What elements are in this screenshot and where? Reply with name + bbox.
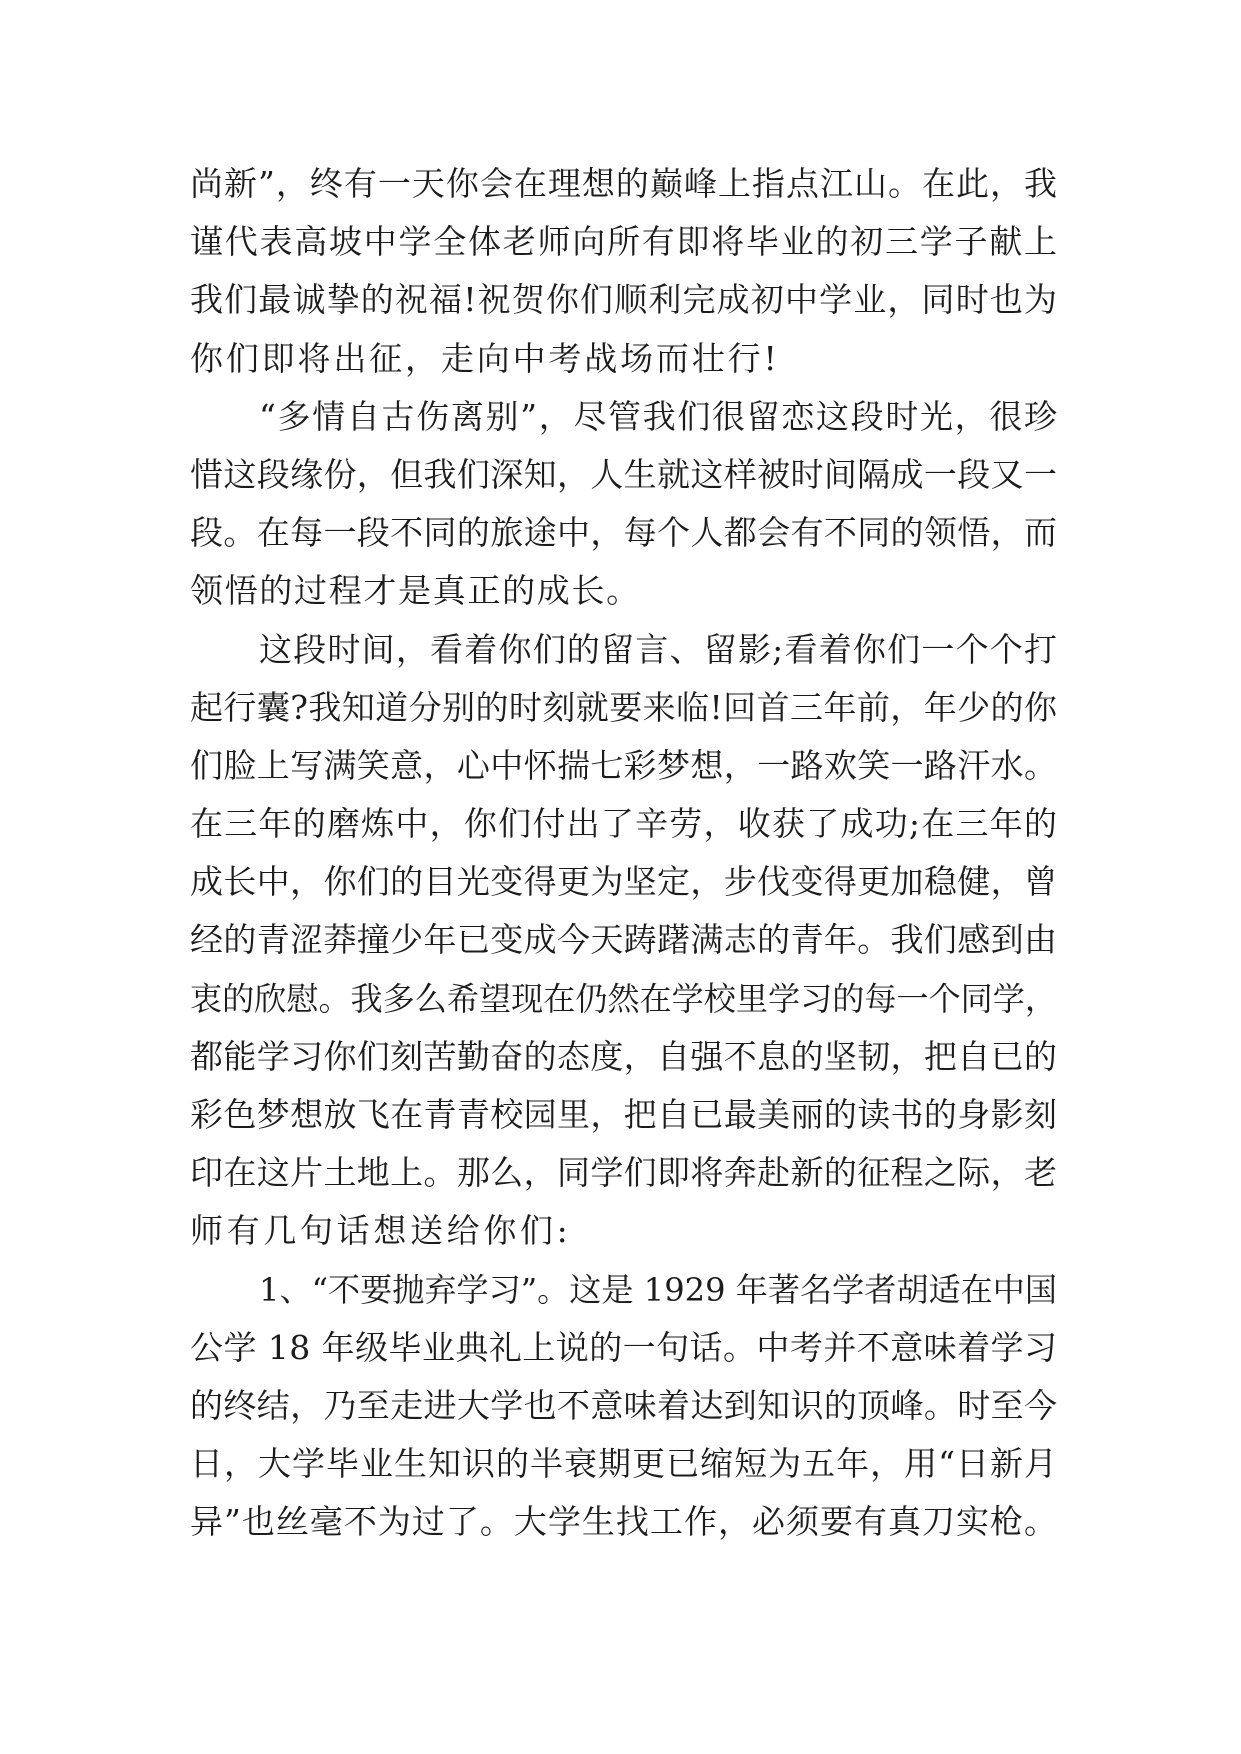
text-line-content: 成长中，你们的目光变得更为坚定，步伐变得更加稳健，曾 <box>190 862 1058 902</box>
text-line-content: 公学 18 年级毕业典礼上说的一句话。中考并不意味着学习 <box>190 1327 1058 1367</box>
text-line-content: 都能学习你们刻苦勤奋的态度，自强不息的坚韧，把自已的 <box>190 1036 1058 1076</box>
text-line <box>190 1086 1057 1144</box>
paragraph <box>190 621 1057 1261</box>
text-line-content: 日，大学毕业生知识的半衰期更已缩短为五年，用“日新月 <box>190 1444 1059 1484</box>
text-line <box>190 271 1057 329</box>
paragraph <box>190 1261 1057 1552</box>
text-line-content: 异”也丝毫不为过了。大学生找工作，必须要有真刀实枪。 <box>190 1502 1059 1542</box>
text-line-content: 你们即将出征，走向中考战场而壮行! <box>190 338 780 378</box>
text-line <box>190 388 1057 446</box>
text-line-content: 起行囊?我知道分别的时刻就要来临!回首三年前，年少的你 <box>190 687 1058 727</box>
text-line-content: 我们最诚挚的祝福!祝贺你们顺利完成初中学业，同时也为 <box>190 280 1059 320</box>
text-line-content: 们脸上写满笑意，心中怀揣七彩梦想，一路欢笑一路汗水。 <box>190 745 1058 785</box>
text-line-content: 在三年的磨炼中，你们付出了辛劳，收获了成功;在三年的 <box>190 804 1059 844</box>
text-line <box>190 155 1057 213</box>
text-line-content: 彩色梦想放飞在青青校园里，把自已最美丽的读书的身影刻 <box>190 1095 1058 1134</box>
text-line <box>190 504 1057 562</box>
text-line <box>190 1435 1057 1493</box>
text-line <box>190 737 1057 795</box>
text-line <box>190 795 1057 853</box>
text-line-content: 经的青涩莽撞少年已变成今天踌躇满志的青年。我们感到由 <box>190 920 1058 960</box>
text-line-content: “多情自古伤离别”，尽管我们很留恋这段时光，很珍 <box>259 396 1059 436</box>
paragraph <box>190 155 1057 388</box>
text-line-content: 惜这段缘份，但我们深知，人生就这样被时间隔成一段又一 <box>190 454 1058 494</box>
text-line-content: 尚新”，终有一天你会在理想的巅峰上指点江山。在此，我 <box>190 164 1059 203</box>
text-line-content: 领悟的过程才是真正的成长。 <box>190 571 641 611</box>
text-line <box>190 1202 1057 1260</box>
text-line-content: 衷的欣慰。我多么希望现在仍然在学校里学习的每一个同学， <box>190 979 1057 1018</box>
text-line <box>190 911 1057 969</box>
text-line-content: 谨代表高坡中学全体老师向所有即将毕业的初三学子献上 <box>190 222 1059 262</box>
text-line <box>190 446 1057 504</box>
text-line-content: 印在这片土地上。那么，同学们即将奔赴新的征程之际，老 <box>190 1153 1058 1193</box>
text-line <box>190 853 1057 911</box>
text-line-content: 1、“不要抛弃学习”。这是 1929 年著名学者胡适在中国 <box>259 1270 1058 1309</box>
text-line-content: 师有几句话想送给你们: <box>190 1211 572 1251</box>
text-line <box>190 1319 1057 1377</box>
text-line <box>190 1028 1057 1086</box>
text-line <box>190 1261 1057 1319</box>
text-line <box>190 970 1057 1028</box>
text-line <box>190 1377 1057 1435</box>
text-line <box>190 213 1057 271</box>
text-line-content: 的终结，乃至走进大学也不意味着达到知识的顶峰。时至今 <box>190 1385 1058 1425</box>
text-line <box>190 1144 1057 1202</box>
text-line <box>190 1493 1057 1551</box>
document-body <box>190 155 1057 1552</box>
text-line <box>190 679 1057 737</box>
text-line <box>190 330 1057 388</box>
paragraph <box>190 388 1057 621</box>
text-line <box>190 562 1057 620</box>
text-line <box>190 621 1057 679</box>
text-line-content: 段。在每一段不同的旅途中，每个人都会有不同的领悟，而 <box>190 513 1058 553</box>
text-line-content: 这段时间，看着你们的留言、留影;看着你们一个个打 <box>259 629 1059 669</box>
